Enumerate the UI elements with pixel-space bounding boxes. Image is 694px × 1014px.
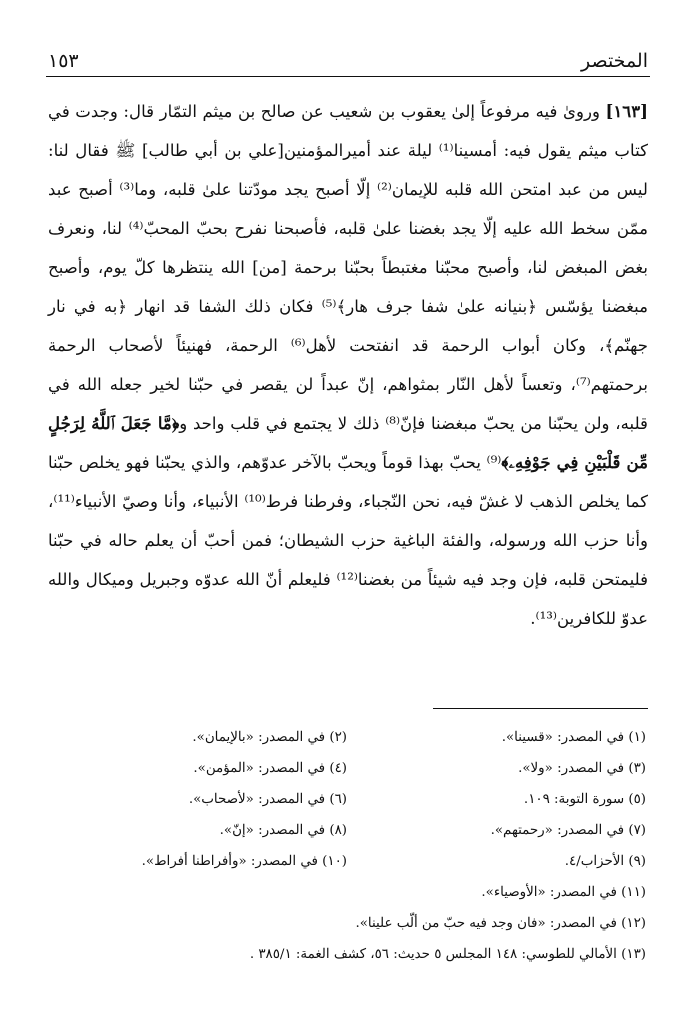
- hadith-number: [١٦٣]: [605, 101, 648, 121]
- footnote-row: [48, 877, 646, 908]
- footnote: (١١) في المصدر: «الأوصياء».: [481, 885, 646, 900]
- header-divider: [46, 76, 650, 77]
- footnote: (١) في المصدر: «قسينا».: [501, 730, 646, 745]
- footnote: (٥) سورة التوبة: ١٠٩.: [523, 792, 646, 807]
- hadith-text: [48, 92, 648, 638]
- footnote: (١٢) في المصدر: «فان وجد فيه حبّ من ألّب علينا».: [355, 916, 646, 931]
- footnote-row: [48, 908, 646, 939]
- footnotes: [48, 722, 646, 970]
- footnote-row: [48, 753, 646, 784]
- quran-verse: ﴿مَّا جَعَلَ ٱللَّهُ لِرَجُلٍ مِّن قَلْبَيْنِ فِي جَوْفِهِۦ﴾: [48, 413, 648, 472]
- footnote: (٦) في المصدر: «لأصحاب».: [188, 792, 347, 807]
- footnote: (٨) في المصدر: «إنّ».: [219, 823, 347, 838]
- footnote: (١٣) الأمالي للطوسي: ١٤٨ المجلس ٥ حديث: ٥٦، كشف الغمة: ٣٨٥/١ .: [249, 947, 646, 962]
- hadith-body: ورویٰ فيه مرفوعاً إلىٰ يعقوب بن شعيب عن صالح بن ميثم التمّار قال: وجدت في كتاب ميثم يقول فيه: أمسينا⁽¹⁾ ليلة عند أميرالمؤمنين[علي بن أبي طالب] ﷺ فقال لنا: ليس من عبد امتحن الله قلبه للإيمان⁽²⁾ إلّا أصبح يجد مودّتنا علىٰ قلبه، وما⁽³⁾ أصبح عبد ممّن سخط الله عليه إلّا يجد بغضنا علىٰ قلبه، فأصبحنا نفرح بحبّ المحبّ⁽⁴⁾ لنا، ونعرف بغض المبغض لنا، وأصبح محبّنا مغتبطاً بحبّنا برحمة [من] الله ينتظرها كلّ يوم، وأصبح مبغضنا يؤسّس ﴿بنيانه علىٰ شفا جرف هار﴾⁽⁵⁾ فكان ذلك الشفا قد انهار ﴿به في نار جهنّم﴾، وكان أبواب الرحمة قد انفتحت لأهل⁽⁶⁾ الرحمة، فهنيئاً لأصحاب الرحمة برحمتهم⁽⁷⁾، وتعساً لأهل النّار بمثواهم، إنّ عبداً لن يقصر في حبّنا لخير جعله الله في قلبه، ولن يحبّنا من يحبّ مبغضنا فإنّ⁽⁸⁾ ذلك لا يجتمع في قلب واحد و: [48, 102, 649, 433]
- footnote-row: [48, 939, 646, 970]
- footnote-row: [48, 722, 646, 753]
- footnote-row: [48, 815, 646, 846]
- footnote: (٣) في المصدر: «ولا».: [518, 761, 646, 776]
- footnote-row: [48, 846, 646, 877]
- page-number: ١٥٣: [48, 50, 79, 72]
- hadith-body-end: يحبّ بهذا قوماً ويحبّ بالآخر عدوّهم، والذي يحبّنا فهو يخلص حبّنا كما يخلص الذهب لا غشّ فيه، نحن النّجباء، وفرطنا فرط⁽¹⁰⁾ الأنبياء، وأنا وصيّ الأنبياء⁽¹¹⁾، وأنا حزب الله ورسوله، والفئة الباغية حزب الشيطان؛ فمن أحبّ أن يعلم حاله في حبّنا فليمتحن قلبه، فإن وجد فيه شيئاً من بغضنا⁽¹²⁾ فليعلم أنّ الله عدوّه وجبريل وميكال والله عدوّ للكافرين⁽¹³⁾.: [48, 453, 649, 628]
- footnote: (٤) في المصدر: «المؤمن».: [193, 761, 347, 776]
- footnote: (٢) في المصدر: «بالإيمان».: [192, 730, 347, 745]
- book-title: المختصر: [580, 50, 648, 72]
- verse-note-marker: ⁽⁹⁾: [486, 453, 502, 472]
- running-head: [48, 40, 648, 72]
- footnote-row: [48, 784, 646, 815]
- footnote-divider: [433, 708, 648, 709]
- footnote: (١٠) في المصدر: «وأفراطنا أفراط».: [141, 854, 347, 869]
- footnote: (٩) الأحزاب/٤.: [564, 854, 646, 869]
- footnote: (٧) في المصدر: «رحمتهم».: [490, 823, 646, 838]
